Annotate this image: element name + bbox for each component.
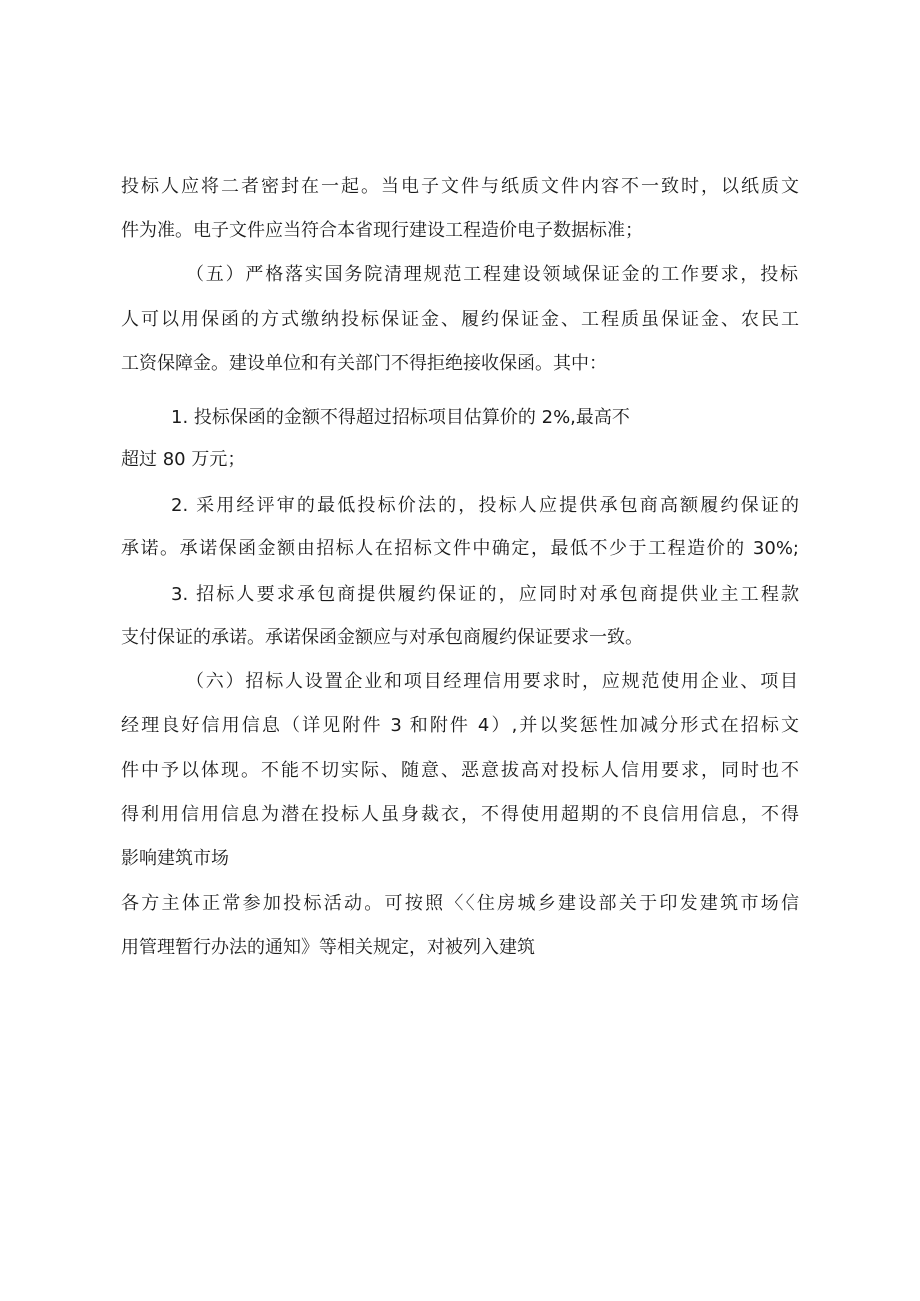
text-line: 影响建筑市场 <box>121 848 229 869</box>
text-line: 用管理暂行办法的通知》等相关规定，对被列入建筑 <box>121 937 535 958</box>
text-line: 经理良好信用信息（详见附件 3 和附件 4）,并以奖惩性加减分形式在招标文 <box>121 715 799 736</box>
section-heading-six: （六）招标人设置企业和项目经理信用要求时，应规范使用企业、项目 <box>186 671 798 692</box>
list-item-1: 1. 投标保函的金额不得超过招标项目估算价的 2%,最高不 <box>171 407 630 428</box>
section-heading-five: （五）严格落实国务院清理规范工程建设领域保证金的工作要求，投标 <box>186 264 798 285</box>
text-line: 件为准。电子文件应当符合本省现行建设工程造价电子数据标准； <box>121 220 643 241</box>
text-line: 各方主体正常参加投标活动。可按照〈〈住房城乡建设部关于印发建筑市场信 <box>121 893 799 914</box>
text-line: 工资保障金。建设单位和有关部门不得拒绝接收保函。其中： <box>121 353 607 374</box>
text-line: 人可以用保函的方式缴纳投标保证金、履约保证金、工程质虽保证金、农民工 <box>121 309 799 330</box>
text-line: 承诺。承诺保函金额由招标人在招标文件中确定，最低不少于工程造价的 30%; <box>121 538 799 559</box>
text-line: 支付保证的承诺。承诺保函金额应与对承包商履约保证要求一致。 <box>121 627 643 648</box>
text-line: 件中予以体现。不能不切实际、随意、恶意拔高对投标人信用要求，同时也不 <box>121 760 799 781</box>
text-line: 投标人应将二者密封在一起。当电子文件与纸质文件内容不一致时，以纸质文 <box>121 176 799 197</box>
list-item-3: 3. 招标人要求承包商提供履约保证的，应同时对承包商提供业主工程款 <box>171 584 799 605</box>
text-line: 超过 80 万元； <box>121 449 246 470</box>
text-line: 得利用信用信息为潜在投标人虽身裁衣，不得使用超期的不良信用信息，不得 <box>121 804 799 825</box>
list-item-2: 2. 采用经评审的最低投标价法的，投标人应提供承包商高额履约保证的 <box>171 495 799 516</box>
